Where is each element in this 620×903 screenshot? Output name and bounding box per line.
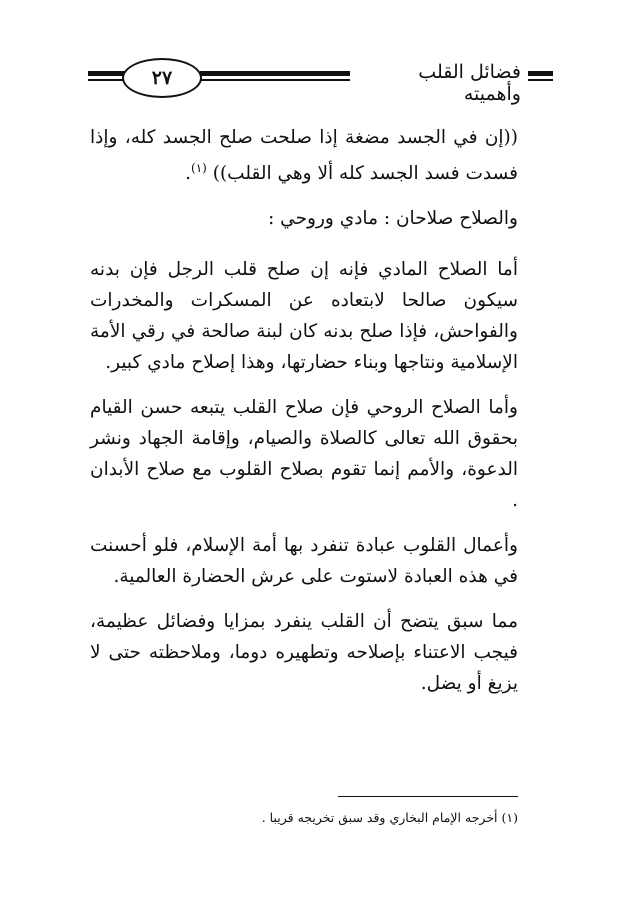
footnote-separator (338, 796, 518, 797)
header-rule-right (528, 71, 553, 76)
footnote-reference: (١) (191, 161, 207, 175)
header-rule-right-thin (528, 79, 553, 81)
paragraph-material: أما الصلاح المادي فإنه إن صلح قلب الرجل فإن بدنه سيكون صالحا لابتعاده عن المسكرات والمخدرات والفواحش، فإذا صلح بدنه كان لبنة صالحة في رقي الأمة الإسلامية ونتاجها وبناء حضارتها، وهذا إصلاح مادي كبير. (90, 259, 518, 374)
paragraph-spiritual: وأما الصلاح الروحي فإن صلاح القلب يتبعه حسن القيام بحقوق الله تعالى كالصلاة والصيام، وإقامة الجهاد ونشر الدعوة، والأمم إنما تقوم بصلاح القلوب مع صلاح الأبدان . (90, 397, 518, 512)
paragraph-heart-deeds: وأعمال القلوب عبادة تنفرد بها أمة الإسلام، فلو أحسنت في هذه العبادة لاستوت على عرش الحضارة العالمية. (90, 535, 518, 588)
footnote (260, 810, 518, 825)
page-header (88, 55, 553, 105)
header-rule-middle-thin (200, 79, 350, 81)
header-rule-middle (200, 71, 350, 76)
paragraph-conclusion: مما سبق يتضح أن القلب ينفرد بمزايا وفضائل عظيمة، فيجب الاعتناء بإصلاحه وتطهيره دوما، وملاحظته حتى لا يزيغ أو يضل. (90, 611, 518, 695)
hadith-text: ((إن في الجسد مضغة إذا صلحت صلح الجسد كله، وإذا فسدت فسد الجسد كله ألا وهي القلب)) (90, 127, 518, 185)
page-body (90, 122, 518, 713)
hadith-quote (90, 122, 518, 189)
section-heading: والصلاح صلاحان : مادي وروحي : (268, 208, 518, 230)
hadith-end-mark: . (185, 163, 192, 185)
page-number: ٢٧ (122, 58, 202, 98)
running-title: فضائل القلب وأهميته (418, 61, 521, 105)
footnote-text: أخرجه الإمام البخاري وقد سبق تخريجه قريبا . (261, 810, 498, 825)
footnote-marker: (١) (501, 810, 518, 825)
